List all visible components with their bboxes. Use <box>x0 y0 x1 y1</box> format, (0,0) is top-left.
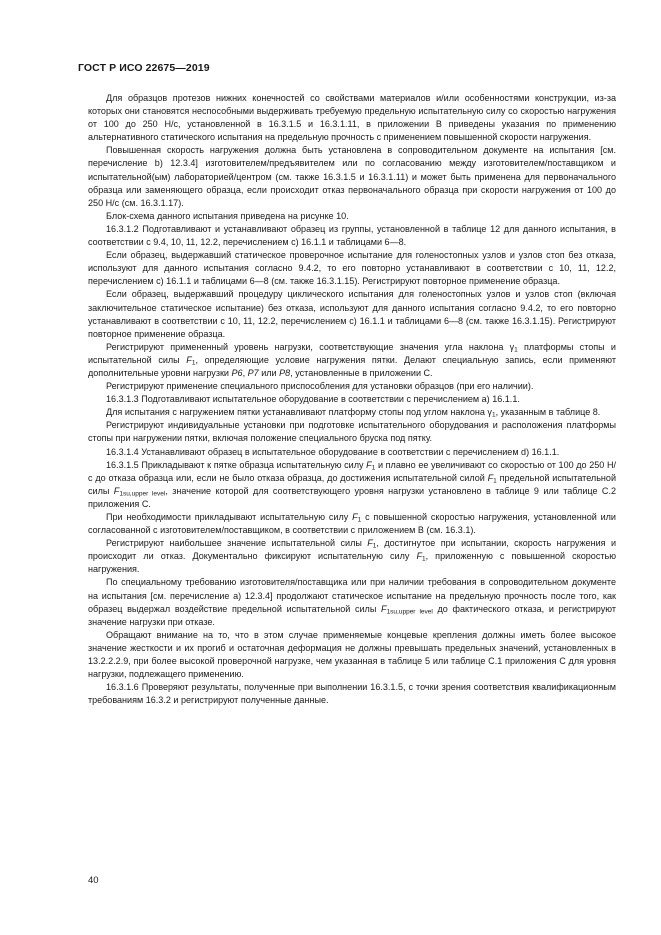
paragraph: Повышенная скорость нагружения должна быть установлена в сопроводительном документе на испытания [см. перечисление b) 12.3.4] изготовителем/предъявителем или по согласованию между изготовителем/поставщиком и испытательной(ым) лабораторией/центром (см. также 16.3.1.5 и 16.3.1.11) и может быть применена для первоначального образца или заменяющего образца, если происходит отказ первоначального образца при скорости нагружения от 100 до 250 Н/с (см. 16.3.1.17). <box>88 145 616 208</box>
paragraph-special-request: По специальному требованию изготовителя/поставщика или при наличии требования в сопроводительном документе на испытания [см. перечисление а) 12.3.4] продолжают статическое испытание на предельную прочность после того, как образец выдержал воздействие предельной испытательной силы $F_{1su,upper level}$ до фактического отказа, и регистрируют значение нагрузки при отказе. <box>88 577 616 627</box>
paragraph-16-3-1-4: 16.3.1.4 Устанавливают образец в испытательное оборудование в соответствии с перечислением d) 16.1.1. <box>106 446 560 457</box>
paragraph: Регистрируют применение специального приспособления для установки образцов (при его наличии). <box>106 381 534 392</box>
paragraph-16-3-1-5: 16.3.1.5 Прикладывают к пятке образца испытательную силу $F_1$ и плавно ее увеличивают со скоростью от 100 до 250 Н/с до отказа образца или, если не было отказа образца, до достижения испытательной силой $F_1$ предельной испытательной силы $F_{1su,upper level}$, значение которой для соответствующего уровня нагрузки установлено в таблице 9 или таблице С.2 приложения С. <box>88 459 616 509</box>
paragraph-16-3-1-2: 16.3.1.2 Подготавливают и устанавливают образец из группы, установленной в таблице 12 для данного испытания, в соответствии с 9.4, 10, 11, 12.2, перечислением с) 16.1.1 и таблицами 6—8. <box>88 223 616 248</box>
paragraph-record-max: Регистрируют наибольшее значение испытательной силы $F_1$, достигнутое при испытании, скорость нагружения и происходит ли отказ. Документально фиксируют испытательную силу $F_1$, приложенную с повышенной скоростью нагружения. <box>88 538 617 575</box>
document-header-title: ГОСТ Р ИСО 22675—2019 <box>78 62 210 74</box>
paragraph: Для образцов протезов нижних конечностей со свойствами материалов и/или особенностями конструкции, из-за которых они становятся неспособными выдерживать требуемую предельную испытательную силу со скоростью нагружения от 100 до 250 Н/с, установленной в 16.3.1.5 и 16.3.1.11, в приложении В приведены указания по применению альтернативного статического испытания на предельную прочность с применением повышенной скорости нагружения. <box>88 93 616 143</box>
paragraph: Блок-схема данного испытания приведена на рисунке 10. <box>106 210 349 221</box>
document-body <box>88 92 616 707</box>
paragraph-16-3-1-3: 16.3.1.3 Подготавливают испытательное оборудование в соответствии с перечислением а) 16.1.1. <box>106 394 520 405</box>
paragraph: Если образец, выдержавший процедуру циклического испытания для голеностопных узлов и узлов стоп (включая заключительное статическое испытание) без отказа, используют для данного испытания согласно 9.4.2, то его повторно устанавливают в соответствии с 10, 11, 12.2, перечислением с) 16.1.1 и таблицами 6—8 (см. также 16.3.1.15). Регистрируют повторное применение образца. <box>88 289 616 339</box>
paragraph: Обращают внимание на то, что в этом случае применяемые концевые крепления должны иметь более высокое значение жесткости и их прогиб и остаточная деформация не должны превышать предельных значений, установленных в 13.2.2.2.9, при более высокой проверочной нагрузке, чем указанная в таблице 5 или таблице С.1 приложения С для уровня нагрузки, подлежащего применению. <box>88 629 616 680</box>
paragraph-load-level: Регистрируют примененный уровень нагрузки, соответствующие значения угла наклона $\gamma_1$ платформы стопы и испытательной силы $F_1$, определяющие условие нагружения пятки. Делают специальную запись, если применяют дополнительные уровни нагрузки P6, P7 или P8, установленные в приложении С. <box>88 341 616 378</box>
paragraph: Регистрируют индивидуальные установки при подготовке испытательного оборудования и расположения платформы стопы при нагружении пятки, включая положение специального бруска под пятку. <box>88 420 616 444</box>
page-number: 40 <box>88 875 99 886</box>
paragraph: Если образец, выдержавший статическое проверочное испытание для голеностопных узлов и узлов стоп без отказа, используют для данного испытания согласно 9.4.2, то его повторно устанавливают в соответствии с 10, 11, 12.2, перечислением с) 16.1.1 и таблицами 6—8 (см. также 16.3.1.15). Регистрируют повторное применение образца. <box>88 250 616 287</box>
paragraph-platform-angle: Для испытания с нагружением пятки устанавливают платформу стопы под углом наклона $\gamma_1$, указанным в таблице 8. <box>106 407 601 419</box>
paragraph-16-3-1-6: 16.3.1.6 Проверяют результаты, полученные при выполнении 16.3.1.5, с точки зрения соответствия квалификационным требованиям 16.3.2 и регистрируют полученные данные. <box>88 682 616 706</box>
paragraph-increased-rate: При необходимости прикладывают испытательную силу $F_1$ с повышенной скоростью нагружения, установленной или согласованной с изготовителем/поставщиком, в соответствии с приложением В (см. 16.3.1). <box>88 512 616 536</box>
